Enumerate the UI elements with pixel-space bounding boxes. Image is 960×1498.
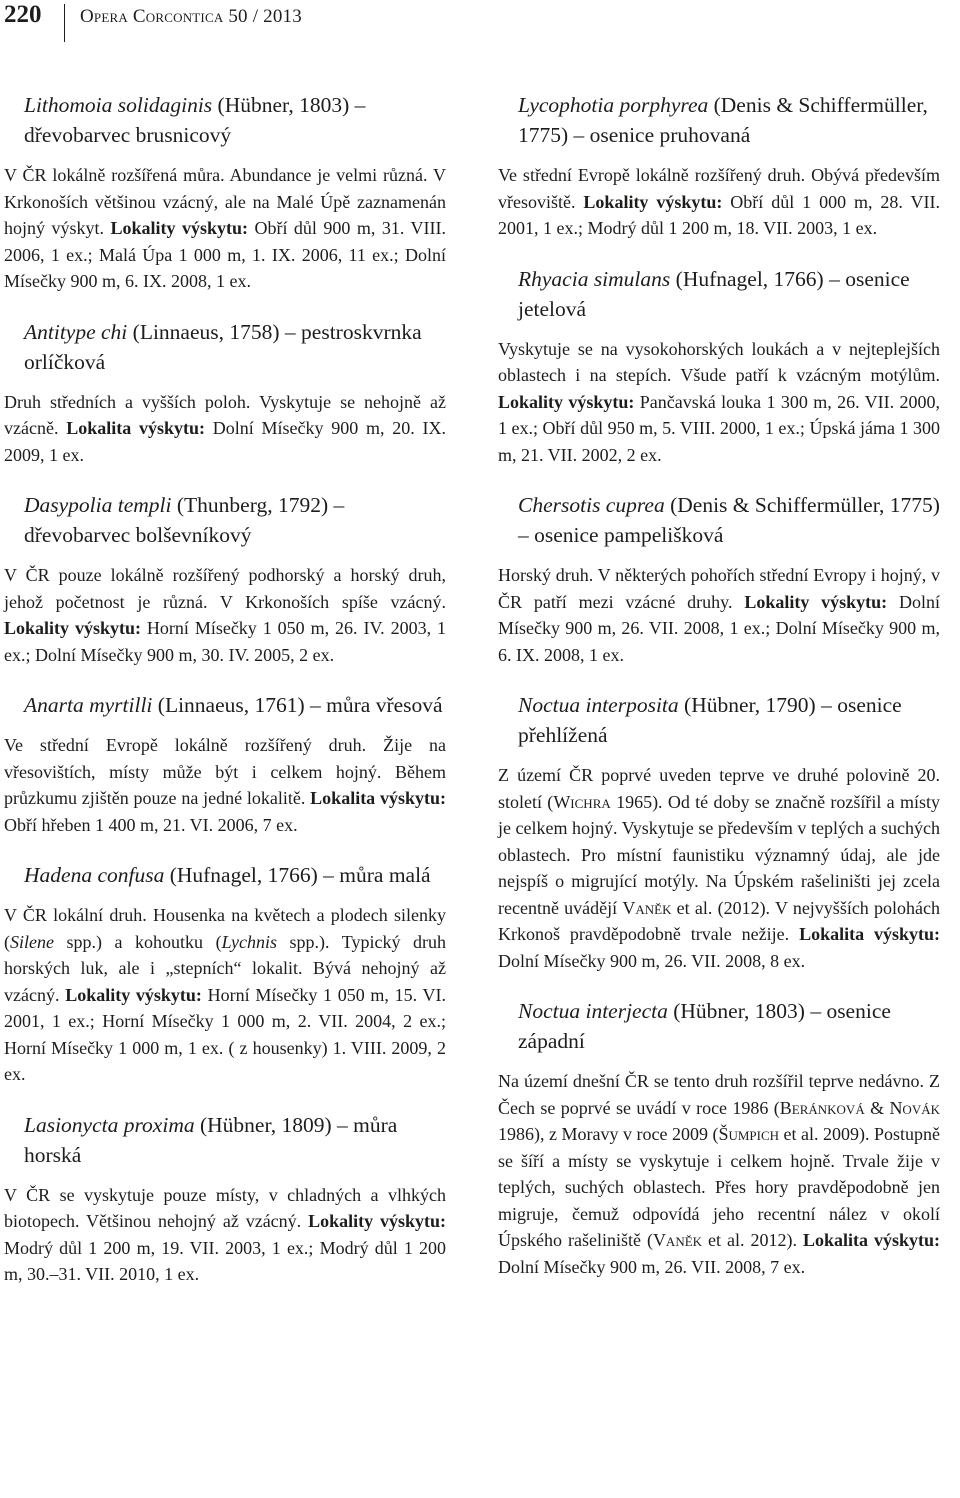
species-description: [4, 389, 446, 469]
species-entry: [4, 690, 446, 838]
locality-label: Lokalita výskytu:: [799, 924, 941, 944]
description-text: et al. (2012). V nejvyšších polohách Krkonoš pravděpodobně trvale nežije.: [498, 897, 940, 944]
species-description: [4, 732, 446, 838]
species-name: Rhyacia simulans: [518, 266, 671, 291]
species-title: [518, 996, 940, 1056]
right-column: [498, 90, 940, 1280]
species-entry: [498, 90, 940, 242]
species-name: Anarta myrtilli: [24, 693, 153, 717]
locality-records: Horní Mísečky 1 050 m, 26. IV. 2003, 1 ex.; Dolní Mísečky 900 m, 30. IV. 2005, 2 ex.: [4, 618, 446, 665]
cited-author: Beránková: [779, 1097, 865, 1118]
species-title: [24, 860, 446, 890]
species-title: [518, 90, 940, 150]
species-author: (Denis & Schiffermüller, 1775) – osenice pruhovaná: [518, 93, 928, 147]
locality-label: Lokality výskytu:: [308, 1211, 447, 1231]
locality-records: Modrý důl 1 200 m, 19. VII. 2003, 1 ex.; Modrý důl 1 200 m, 30.–31. VII. 2010, 1 ex.: [4, 1237, 446, 1284]
description-text: V ČR se vyskytuje pouze místy, v chladných a vlhkých biotopech. Většinou nehojný až vzácný.: [4, 1184, 446, 1231]
species-author: (Denis & Schiffermüller, 1775) – osenice pampelišková: [518, 493, 940, 547]
locality-records: Dolní Mísečky 900 m, 26. VII. 2008, 7 ex.: [498, 1256, 806, 1277]
species-author: (Hübner, 1809) – můra horská: [24, 1112, 398, 1167]
species-description: [498, 1068, 940, 1280]
species-entry: [498, 996, 940, 1280]
locality-records: Obří důl 900 m, 31. VIII. 2006, 1 ex.; Malá Úpa 1 000 m, 1. IX. 2006, 11 ex.; Dolní Mísečky 900 m, 6. IX. 2008, 1 ex.: [4, 218, 447, 291]
cited-author: Vaněk: [652, 1230, 703, 1250]
description-text: Na území dnešní ČR se tento druh rozšířil teprve nedávno. Z Čech se poprvé se uvádí v roce 1986 (: [498, 1071, 940, 1118]
locality-label: Lokality výskytu:: [583, 191, 723, 212]
description-text: V ČR pouze lokálně rozšířený podhorský a horský druh, jehož početnost je různá. V Krkonoších spíše vzácný.: [4, 565, 446, 612]
locality-label: Lokality výskytu:: [4, 618, 141, 638]
genus-name: Lychnis: [221, 931, 278, 952]
description-text: Vyskytuje se na vysokohorských loukách a v nejteplejších oblastech i na stepích. Všude patří k vzácným motýlům.: [498, 338, 940, 385]
species-author: (Linnaeus, 1758) – pestroskvrnka orlíčková: [24, 319, 422, 374]
species-name: Dasypolia templi: [24, 493, 172, 517]
species-name: Chersotis cuprea: [518, 493, 665, 517]
species-title: [24, 690, 446, 720]
species-description: [498, 762, 940, 974]
description-text: Z území ČR poprvé uveden teprve ve druhé polovině 20. století (: [498, 765, 940, 812]
species-name: Noctua interposita: [518, 693, 679, 717]
species-name: Noctua interjecta: [518, 999, 668, 1023]
species-author: (Linnaeus, 1761) – můra vřesová: [152, 693, 443, 717]
species-author: (Thunberg, 1792) – dřevobarvec bolševníkový: [24, 493, 345, 547]
species-title: [518, 490, 940, 550]
species-author: (Hübner, 1803) – osenice západní: [518, 999, 891, 1053]
description-text: et al. 2012).: [702, 1230, 803, 1250]
locality-label: Lokality výskytu:: [110, 218, 248, 238]
page-header: [0, 0, 960, 44]
species-title: [24, 317, 446, 377]
species-title: [518, 264, 940, 324]
locality-records: Horní Mísečky 1 050 m, 15. VI. 2001, 1 ex.; Horní Mísečky 1 000 m, 2. VII. 2004, 2 ex.; Horní Mísečky 1 000 m, 1 ex. ( z housenky) 1. VIII. 2009, 2 ex.: [4, 984, 447, 1084]
species-entry: [4, 317, 446, 469]
species-name: Lithomoia solidaginis: [24, 93, 213, 117]
description-text: Druh středních a vyšších poloh. Vyskytuje se nehojně až vzácně.: [4, 391, 446, 438]
description-text: &: [864, 1097, 890, 1118]
species-description: [498, 562, 940, 668]
description-text: 1986), z Moravy v roce 2009 (: [498, 1124, 719, 1144]
species-description: [498, 162, 940, 242]
description-text: spp.) a kohoutku (: [53, 931, 222, 952]
header-divider: [64, 4, 65, 42]
description-text: V ČR lokálně rozšířená můra. Abundance je velmi různá. V Krkonoších většinou vzácný, ale na Malé Úpě zaznamenán hojný výskyt.: [4, 165, 446, 238]
species-description: [4, 1182, 446, 1288]
species-description: [4, 562, 446, 668]
species-author: (Hübner, 1803) – dřevobarvec brusnicový: [24, 93, 366, 147]
species-author: (Hübner, 1790) – osenice přehlížená: [518, 693, 902, 747]
species-name: Lasionycta proxima: [24, 1112, 195, 1137]
locality-label: Lokality výskytu:: [498, 391, 635, 412]
description-text: Ve střední Evropě lokálně rozšířený druh. Obývá především vřesoviště.: [498, 165, 940, 212]
species-title: [518, 690, 940, 750]
locality-label: Lokality výskytu:: [65, 984, 202, 1005]
cited-author: Novák: [889, 1097, 940, 1118]
locality-records: Dolní Mísečky 900 m, 26. VII. 2008, 1 ex.; Dolní Mísečky 900 m, 6. IX. 2008, 1 ex.: [498, 591, 940, 665]
locality-label: Lokalita výskytu:: [66, 418, 205, 438]
species-name: Hadena confusa: [24, 863, 165, 887]
species-entry: [4, 860, 446, 1088]
description-text: V ČR lokální druh. Housenka na květech a plodech silenky (: [4, 905, 446, 952]
description-text: Ve střední Evropě lokálně rozšířený druh. Žije na vřesovištích, místy může být i celkem hojný. Během průzkumu zjištěn pouze na jedné lokalitě.: [4, 735, 446, 808]
left-column: [4, 90, 446, 1288]
page-number: 220: [4, 1, 42, 28]
species-description: [4, 162, 446, 295]
species-title: [24, 1110, 446, 1170]
species-entry: [4, 1110, 446, 1288]
locality-records: Obří hřeben 1 400 m, 21. VI. 2006, 7 ex.: [4, 814, 298, 835]
species-description: [498, 336, 940, 469]
locality-records: Dolní Mísečky 900 m, 20. IX. 2009, 1 ex.: [4, 418, 446, 465]
species-author: (Hufnagel, 1766) – osenice jetelová: [518, 266, 910, 321]
cited-author: Šumpich: [718, 1124, 780, 1144]
species-name: Lycophotia porphyrea: [518, 93, 709, 117]
species-author: (Hufnagel, 1766) – můra malá: [164, 863, 431, 887]
species-title: [24, 90, 446, 150]
species-entry: [4, 90, 446, 295]
locality-records: Dolní Mísečky 900 m, 26. VII. 2008, 8 ex.: [498, 950, 806, 971]
journal-title: Opera Corcontica 50 / 2013: [80, 6, 302, 27]
cited-author: Vaněk: [622, 897, 672, 918]
locality-records: Pančavská louka 1 300 m, 26. VII. 2000, 1 ex.; Obří důl 950 m, 5. VIII. 2000, 1 ex.; Úpská jáma 1 300 m, 21. VII. 2002, 2 ex.: [498, 391, 940, 465]
description-text: Horský druh. V některých pohořích střední Evropy i hojný, v ČR patří mezi vzácné druhy.: [498, 565, 940, 612]
description-text: spp.). Typický druh horských luk, ale i „stepních“ lokalit. Bývá nehojný až vzácný.: [4, 931, 446, 1005]
species-entry: [498, 690, 940, 974]
species-entry: [498, 264, 940, 469]
species-title: [24, 490, 446, 550]
species-entry: [498, 490, 940, 668]
description-text: 1965). Od té doby se značně rozšířil a místy je celkem hojný. Vyskytuje se především v teplých a suchých oblastech. Pro místní faunistiku významný údaj, ale jde nejspíš o migrující motýly. Na Úpském rašeliništi jej zcela recentně uvádějí: [498, 791, 940, 918]
locality-label: Lokalita výskytu:: [310, 788, 446, 808]
species-name: Antitype chi: [24, 319, 128, 344]
genus-name: Silene: [10, 931, 54, 952]
locality-label: Lokality výskytu:: [744, 591, 888, 612]
locality-records: Obří důl 1 000 m, 28. VII. 2001, 1 ex.; Modrý důl 1 200 m, 18. VII. 2003, 1 ex.: [498, 191, 940, 238]
species-description: [4, 902, 446, 1088]
species-entry: [4, 490, 446, 668]
description-text: et al. 2009). Postupně se šíří a místy se vyskytuje i celkem hojně. Trvale žije v teplých, suchých oblastech. Přes hory pravděpodobně jen migruje, čemuž odpovídá jeho recentní nález v okolí Úpského rašeliniště (: [498, 1124, 941, 1250]
cited-author: Wichra: [553, 791, 611, 812]
locality-label: Lokalita výskytu:: [802, 1230, 940, 1250]
